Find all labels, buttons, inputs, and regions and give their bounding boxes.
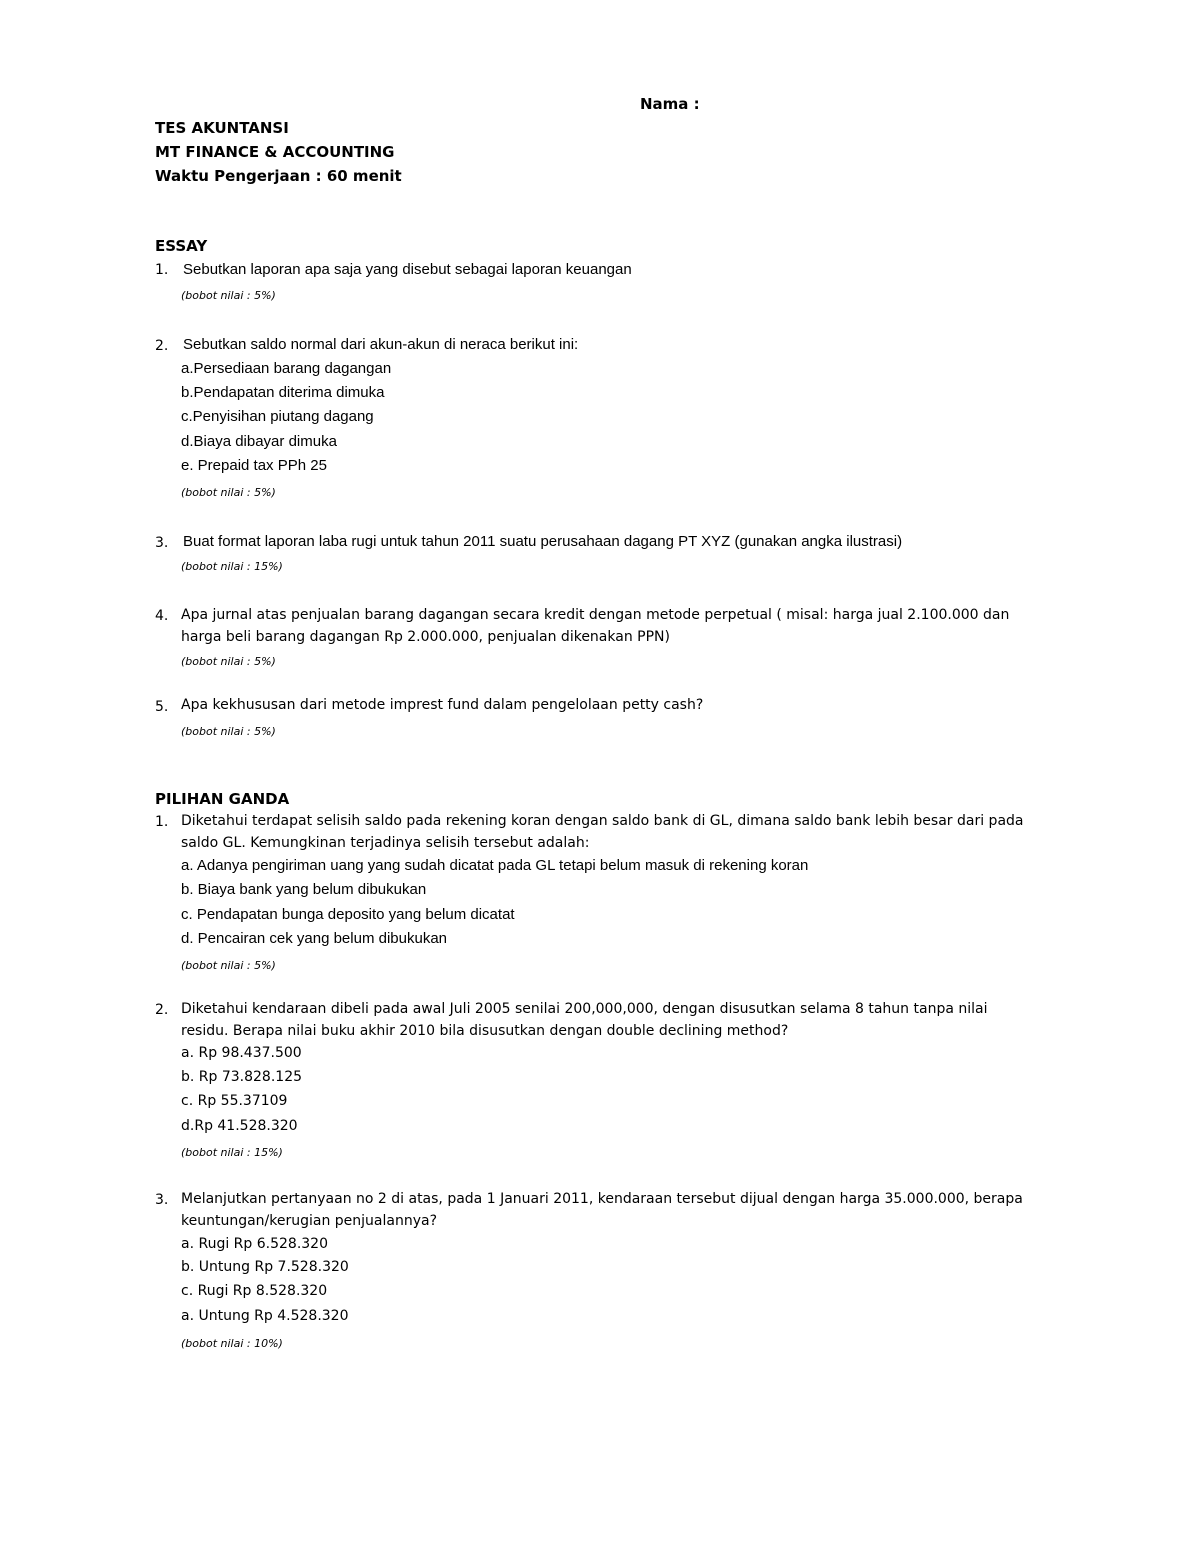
mc-q2-number: 2.	[155, 1002, 169, 1018]
document-title: TES AKUNTANSI	[155, 119, 289, 137]
essay-q3-number: 3.	[155, 535, 169, 551]
mc-q3-text-line2: keuntungan/kerugian penjualannya?	[181, 1213, 438, 1229]
mc-q2-weight: (bobot nilai : 15%)	[181, 1146, 283, 1159]
mc-q3-option: a. Rugi Rp 6.528.320	[181, 1236, 328, 1252]
mc-q3-weight: (bobot nilai : 10%)	[181, 1337, 283, 1350]
name-field-label: Nama :	[640, 95, 700, 113]
mc-q2-option: d.Rp 41.528.320	[181, 1118, 298, 1134]
essay-q4-text-line1: Apa jurnal atas penjualan barang dagangan secara kredit dengan metode perpetual ( misal: harga jual 2.100.000 dan	[181, 607, 1010, 623]
mc-q2-option: c. Rp 55.37109	[181, 1093, 288, 1109]
mc-q3-option: b. Untung Rp 7.528.320	[181, 1259, 349, 1275]
essay-q3-text: Buat format laporan laba rugi untuk tahun 2011 suatu perusahaan dagang PT XYZ (gunakan angka ilustrasi)	[183, 533, 903, 550]
mc-q1-option: a. Adanya pengiriman uang yang sudah dicatat pada GL tetapi belum masuk di rekening koran	[181, 857, 809, 874]
essay-q2-item: d.Biaya dibayar dimuka	[181, 433, 337, 450]
document-subtitle: MT FINANCE & ACCOUNTING	[155, 143, 395, 161]
mc-q1-text-line1: Diketahui terdapat selisih saldo pada rekening koran dengan saldo bank di GL, dimana saldo bank lebih besar dari pada	[181, 813, 1024, 829]
essay-q1-weight: (bobot nilai : 5%)	[181, 289, 276, 302]
mc-q2-text-line2: residu. Berapa nilai buku akhir 2010 bila disusutkan dengan double declining method?	[181, 1023, 789, 1039]
mc-q2-option: b. Rp 73.828.125	[181, 1069, 303, 1085]
mc-q1-text-line2: saldo GL. Kemungkinan terjadinya selisih tersebut adalah:	[181, 835, 590, 851]
mc-q1-weight: (bobot nilai : 5%)	[181, 959, 276, 972]
mc-q3-text-line1: Melanjutkan pertanyaan no 2 di atas, pada 1 Januari 2011, kendaraan tersebut dijual dengan harga 35.000.000, berapa	[181, 1191, 1023, 1207]
mc-q3-option: a. Untung Rp 4.528.320	[181, 1308, 349, 1324]
multiple-choice-heading: PILIHAN GANDA	[155, 790, 290, 808]
mc-q1-option: d. Pencairan cek yang belum dibukukan	[181, 930, 448, 947]
essay-heading: ESSAY	[155, 237, 208, 255]
essay-q4-text-line2: harga beli barang dagangan Rp 2.000.000, penjualan dikenakan PPN)	[181, 629, 670, 645]
mc-q2-option: a. Rp 98.437.500	[181, 1045, 302, 1061]
essay-q1-text: Sebutkan laporan apa saja yang disebut sebagai laporan keuangan	[183, 261, 632, 278]
essay-q5-number: 5.	[155, 699, 169, 715]
essay-q2-weight: (bobot nilai : 5%)	[181, 486, 276, 499]
essay-q2-item: e. Prepaid tax PPh 25	[181, 457, 327, 474]
mc-q1-option: c. Pendapatan bunga deposito yang belum dicatat	[181, 906, 515, 923]
mc-q3-option: c. Rugi Rp 8.528.320	[181, 1283, 328, 1299]
essay-q4-number: 4.	[155, 608, 169, 624]
essay-q3-weight: (bobot nilai : 15%)	[181, 560, 283, 573]
mc-q1-number: 1.	[155, 814, 169, 830]
essay-q2-text: Sebutkan saldo normal dari akun-akun di neraca berikut ini:	[183, 336, 579, 353]
essay-q1-number: 1.	[155, 262, 169, 278]
essay-q2-number: 2.	[155, 338, 169, 354]
essay-q4-weight: (bobot nilai : 5%)	[181, 655, 276, 668]
mc-q2-text-line1: Diketahui kendaraan dibeli pada awal Juli 2005 senilai 200,000,000, dengan disusutkan selama 8 tahun tanpa nilai	[181, 1001, 988, 1017]
essay-q5-text: Apa kekhususan dari metode imprest fund dalam pengelolaan petty cash?	[181, 697, 704, 713]
mc-q1-option: b. Biaya bank yang belum dibukukan	[181, 881, 427, 898]
essay-q2-item: b.Pendapatan diterima dimuka	[181, 384, 385, 401]
time-limit: Waktu Pengerjaan : 60 menit	[155, 167, 402, 185]
mc-q3-number: 3.	[155, 1192, 169, 1208]
essay-q2-item: c.Penyisihan piutang dagang	[181, 408, 374, 425]
essay-q2-item: a.Persediaan barang dagangan	[181, 360, 392, 377]
essay-q5-weight: (bobot nilai : 5%)	[181, 725, 276, 738]
